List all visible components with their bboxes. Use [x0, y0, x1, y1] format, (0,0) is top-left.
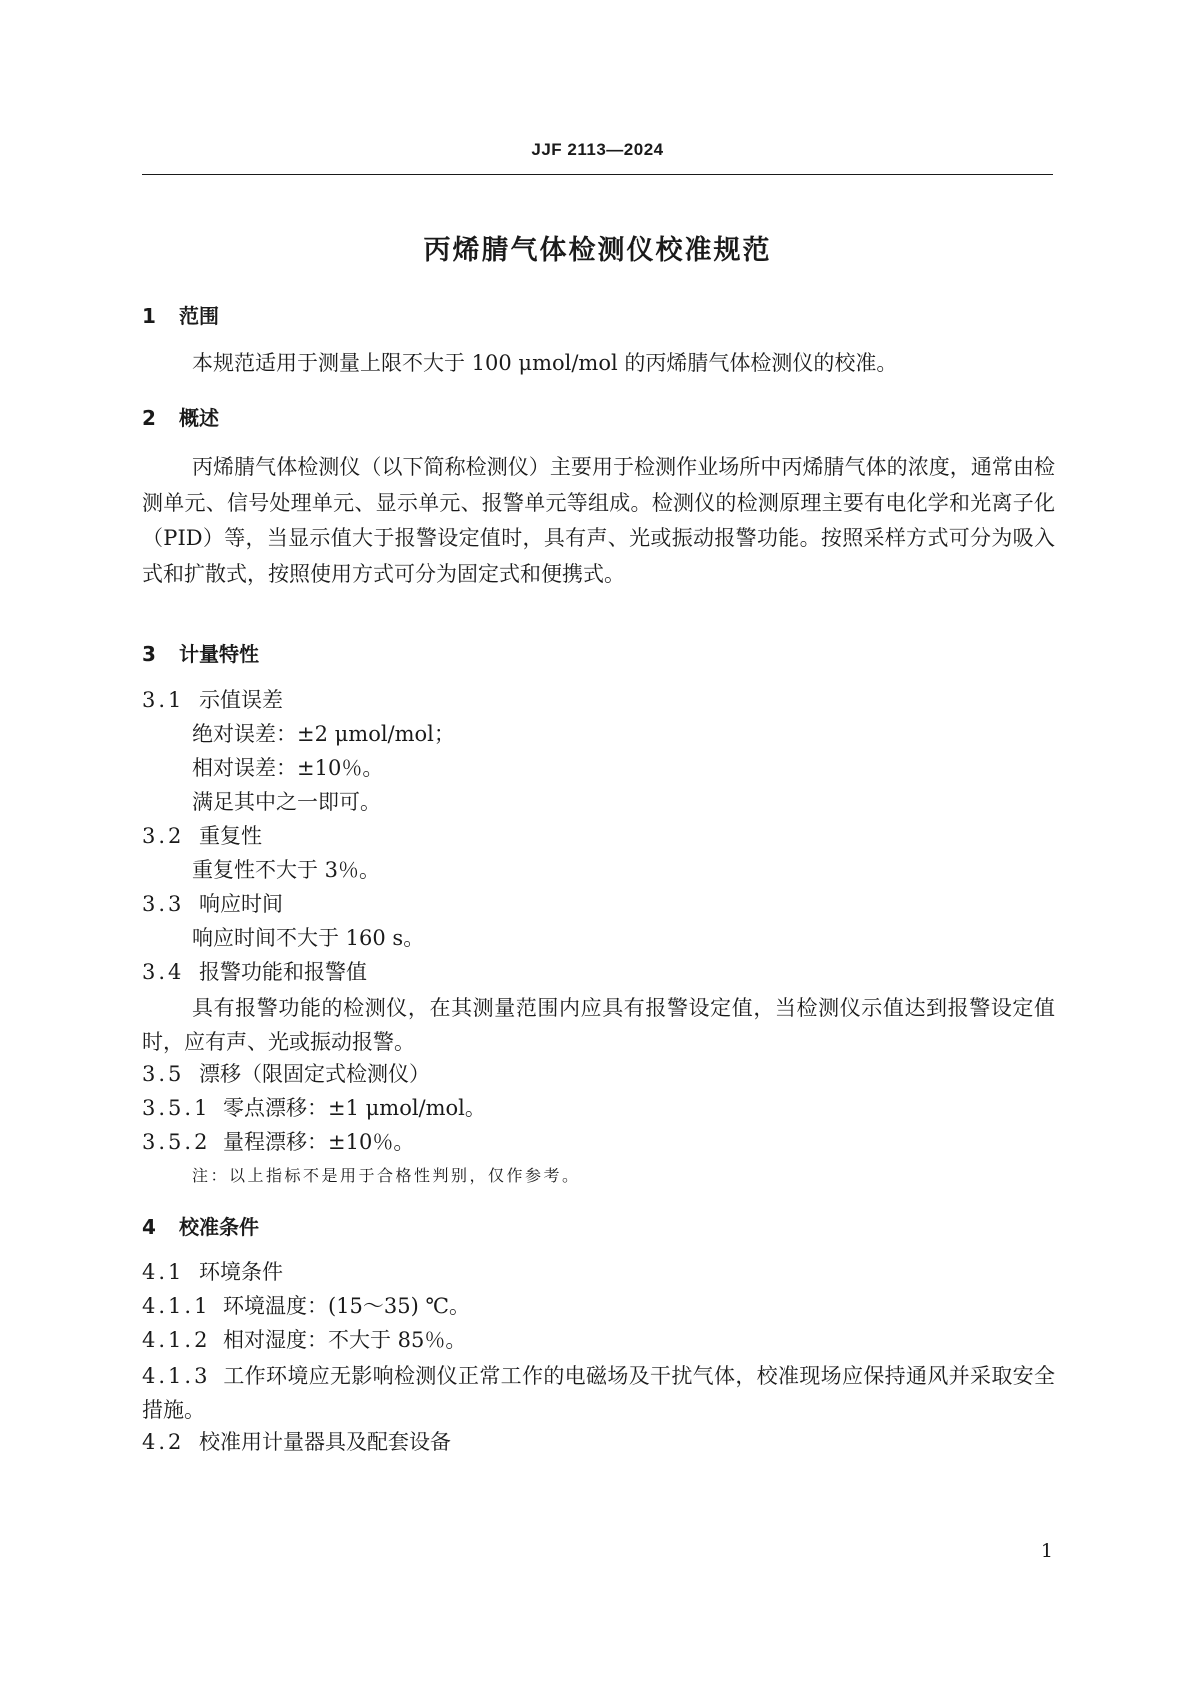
subsection-3-3-title: 响应时间 [199, 892, 283, 916]
subsection-3-4-title: 报警功能和报警值 [199, 960, 367, 984]
section-2-body: 丙烯腈气体检测仪（以下简称检测仪）主要用于检测作业场所中丙烯腈气体的浓度，通常由检测单元、信号处理单元、显示单元、报警单元等组成。检测仪的检测原理主要有电化学和光离子化（PID）等，当显示值大于报警设定值时，具有声、光或振动报警功能。按照采样方式可分为吸入式和扩散式，按照使用方式可分为固定式和便携式。 [142, 455, 1055, 586]
header-rule [142, 174, 1053, 175]
section-1-number: 1 [142, 304, 156, 328]
relative-error-line: 相对误差：±10％。 [192, 756, 384, 780]
subsection-4-1-number: 4.1 [142, 1260, 185, 1284]
document-code-header: JJF 2113—2024 [531, 140, 664, 159]
item-3-5-2-number: 3.5.2 [142, 1130, 211, 1154]
item-4-1-3 [142, 1359, 1055, 1427]
page-number: 1 [1040, 1540, 1053, 1562]
section-4-title: 校准条件 [179, 1215, 259, 1239]
section-2-heading [142, 402, 219, 431]
subsection-3-2-body: 重复性不大于 3％。 [192, 858, 381, 882]
item-3-5-1-text: 零点漂移：±1 μmol/mol。 [223, 1096, 486, 1120]
item-4-1-3-number: 4.1.3 [142, 1364, 211, 1388]
item-4-1-1 [142, 1291, 470, 1321]
item-3-5-2-text: 量程漂移：±10％。 [223, 1130, 415, 1154]
subsection-3-4-body: 具有报警功能的检测仪，在其测量范围内应具有报警设定值，当检测仪示值达到报警设定值时，应有声、光或振动报警。 [142, 996, 1055, 1054]
section-2-number: 2 [142, 406, 156, 430]
subsection-3-5-title: 漂移（限固定式检测仪） [199, 1062, 430, 1086]
item-4-1-3-text: 工作环境应无影响检测仪正常工作的电磁场及干扰气体，校准现场应保持通风并采取安全措施。 [142, 1364, 1055, 1422]
section-3-number: 3 [142, 642, 156, 666]
subsection-3-1-heading [142, 685, 283, 715]
note-text: 注：以上指标不是用于合格性判别，仅作参考。 [192, 1166, 581, 1185]
absolute-error-line: 绝对误差：±2 μmol/mol； [192, 722, 455, 746]
item-3-5-1 [142, 1093, 486, 1123]
section-4-number: 4 [142, 1215, 156, 1239]
item-3-5-2 [142, 1127, 414, 1157]
subsection-3-3-heading [142, 889, 283, 919]
subsection-3-3-number: 3.3 [142, 892, 185, 916]
subsection-3-2-heading [142, 821, 262, 851]
subsection-3-2-number: 3.2 [142, 824, 185, 848]
either-condition-line: 满足其中之一即可。 [192, 790, 381, 814]
item-3-5-1-number: 3.5.1 [142, 1096, 211, 1120]
section-3-heading [142, 638, 259, 667]
subsection-3-4-number: 3.4 [142, 960, 185, 984]
subsection-4-1-heading [142, 1257, 283, 1287]
subsection-3-3-body: 响应时间不大于 160 s。 [192, 926, 425, 950]
subsection-3-4-heading [142, 957, 367, 987]
subsection-4-2-title: 校准用计量器具及配套设备 [199, 1430, 451, 1454]
subsection-4-2-heading [142, 1427, 451, 1457]
section-2-title: 概述 [179, 406, 219, 430]
item-4-1-1-text: 环境温度：(15～35) ℃。 [223, 1294, 470, 1318]
item-4-1-2-text: 相对湿度：不大于 85％。 [223, 1328, 467, 1352]
subsection-3-1-title: 示值误差 [199, 688, 283, 712]
subsection-3-5-number: 3.5 [142, 1062, 185, 1086]
section-1-body: 本规范适用于测量上限不大于 100 μmol/mol 的丙烯腈气体检测仪的校准。 [192, 351, 898, 375]
section-4-heading [142, 1211, 259, 1240]
item-4-1-2 [142, 1325, 466, 1355]
item-4-1-2-number: 4.1.2 [142, 1328, 211, 1352]
item-4-1-1-number: 4.1.1 [142, 1294, 211, 1318]
subsection-3-1-number: 3.1 [142, 688, 185, 712]
document-title: 丙烯腈气体检测仪校准规范 [423, 235, 772, 266]
subsection-3-2-title: 重复性 [199, 824, 262, 848]
subsection-3-5-heading [142, 1059, 430, 1089]
section-1-title: 范围 [179, 304, 219, 328]
subsection-4-1-title: 环境条件 [199, 1260, 283, 1284]
section-3-title: 计量特性 [179, 642, 259, 666]
subsection-4-2-number: 4.2 [142, 1430, 185, 1454]
section-1-heading [142, 300, 219, 329]
